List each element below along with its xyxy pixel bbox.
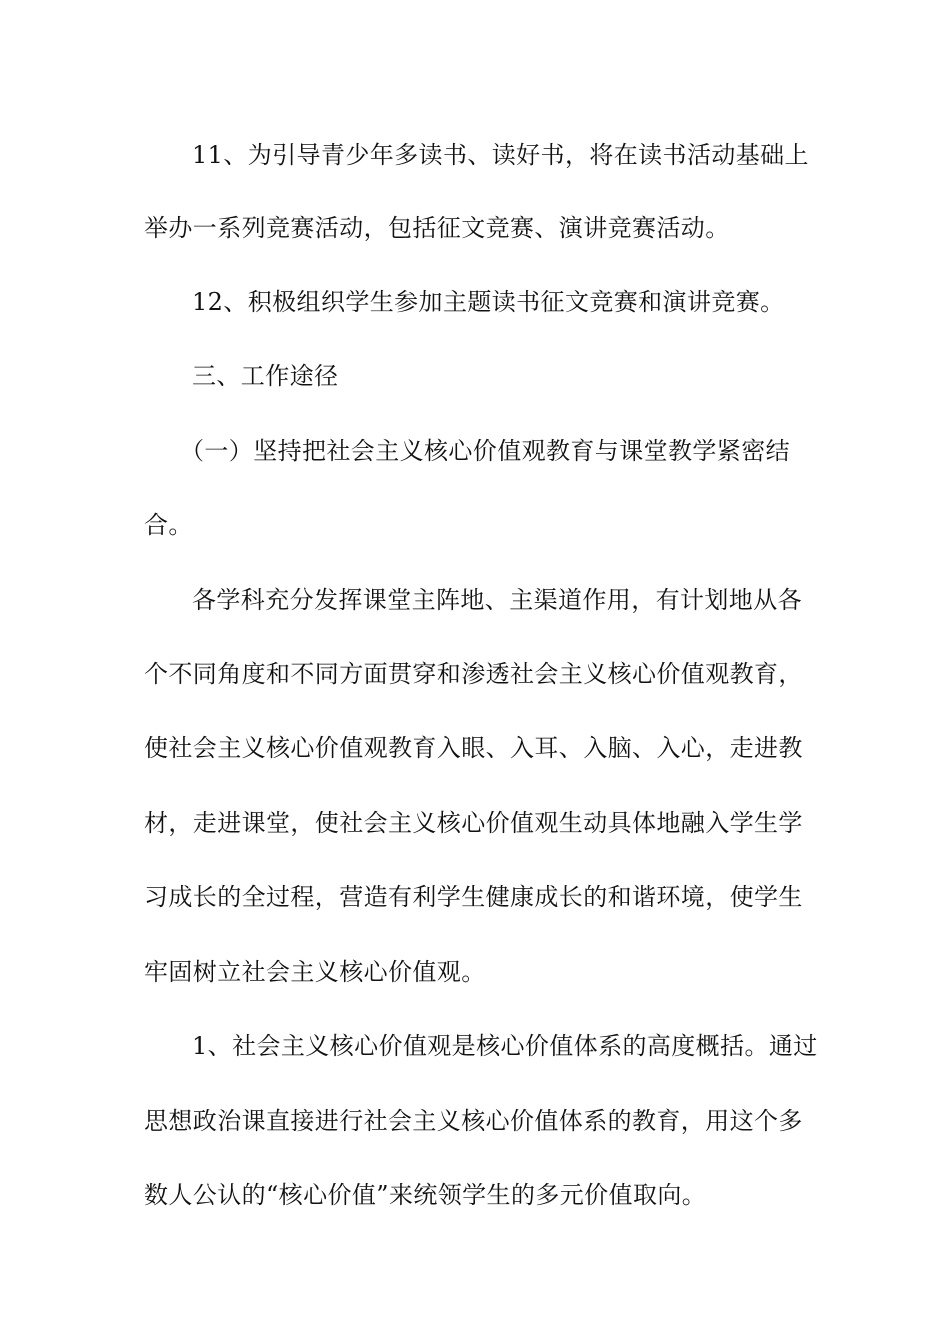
subsection-heading: （一）坚持把社会主义核心价值观教育与课堂教学紧密结 xyxy=(180,437,790,465)
paragraph-line: 举办一系列竞赛活动，包括征文竞赛、演讲竞赛活动。 xyxy=(144,214,730,242)
paragraph-line: 使社会主义核心价值观教育入眼、入耳、入脑、入心，走进教 xyxy=(144,734,803,762)
paragraph-line: 各学科充分发挥课堂主阵地、主渠道作用，有计划地从各 xyxy=(192,586,802,614)
paragraph-line: 数人公认的“核心价值”来统领学生的多元价值取向。 xyxy=(144,1181,707,1209)
section-heading: 三、工作途径 xyxy=(192,362,339,390)
paragraph-line: 12、积极组织学生参加主题读书征文竞赛和演讲竞赛。 xyxy=(192,288,785,316)
paragraph-line: 习成长的全过程，营造有利学生健康成长的和谐环境，使学生 xyxy=(144,883,803,911)
paragraph-line: 牢固树立社会主义核心价值观。 xyxy=(144,958,486,986)
paragraph-line: 11、为引导青少年多读书、读好书，将在读书活动基础上 xyxy=(192,141,809,169)
paragraph-line: 思想政治课直接进行社会主义核心价值体系的教育，用这个多 xyxy=(144,1107,803,1135)
paragraph-line: 1、社会主义核心价值观是核心价值体系的高度概括。通过 xyxy=(192,1032,818,1060)
paragraph-line: 合。 xyxy=(144,511,193,539)
paragraph-line: 个不同角度和不同方面贯穿和渗透社会主义核心价值观教育， xyxy=(144,660,803,688)
paragraph-line: 材，走进课堂，使社会主义核心价值观生动具体地融入学生学 xyxy=(144,809,803,837)
